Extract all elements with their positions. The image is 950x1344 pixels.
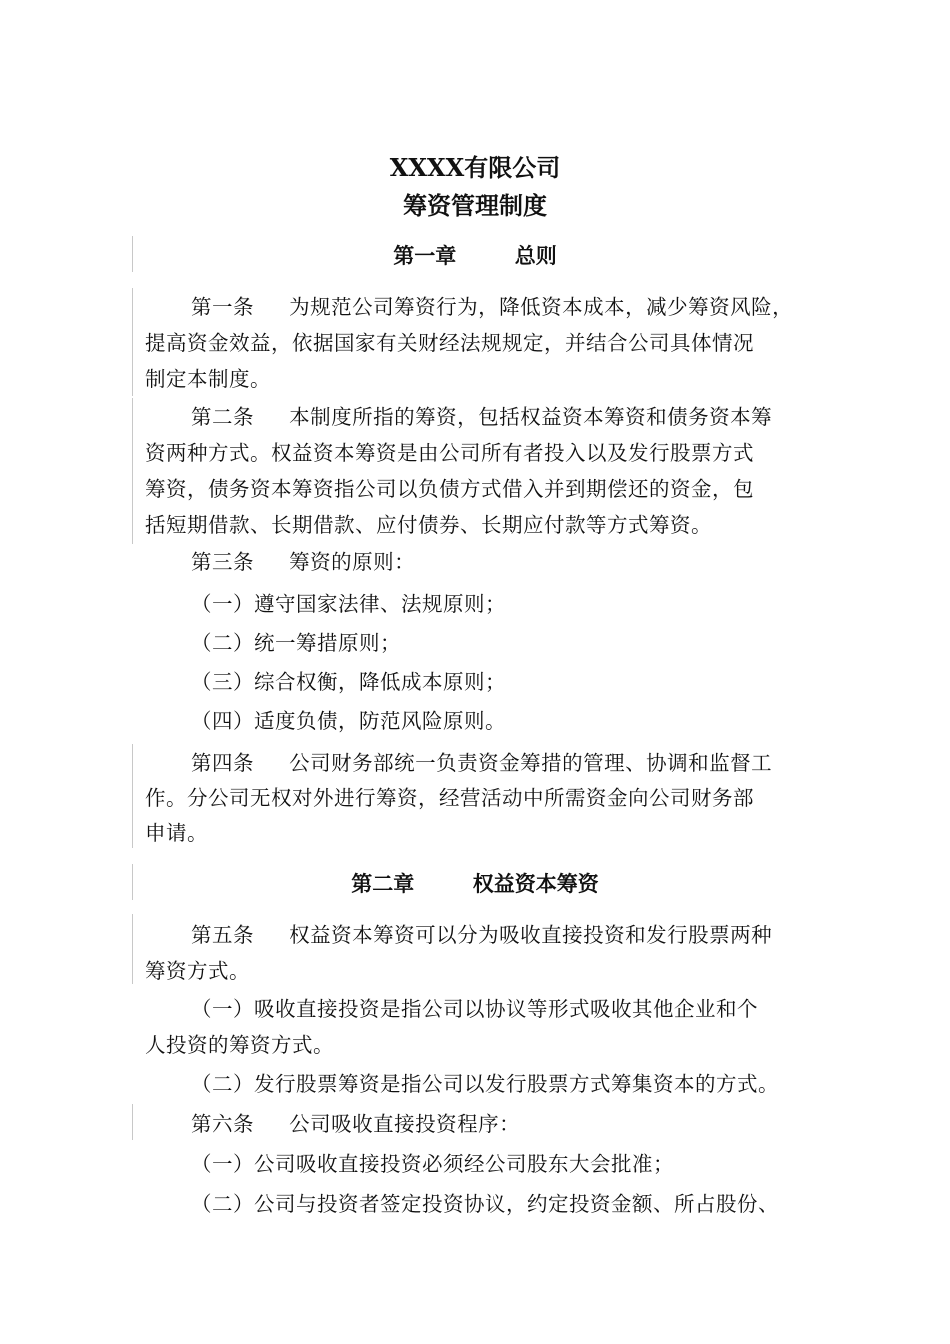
article-6-item: （二）公司与投资者签定投资协议，约定投资金额、所占股份、: [191, 1192, 779, 1216]
document-title: 筹资管理制度: [403, 191, 547, 220]
article-3-line: 第三条 筹资的原则：: [191, 550, 416, 574]
article-3-item: （二）统一筹措原则；: [191, 631, 401, 655]
change-bar: [132, 398, 133, 544]
article-3-item: （一）遵守国家法律、法规原则；: [191, 592, 506, 616]
chapter-1-heading: 第一章 总则: [393, 243, 557, 268]
article-2-line: 资两种方式。权益资本筹资是由公司所有者投入以及发行股票方式: [145, 441, 754, 465]
change-bar: [132, 288, 133, 396]
article-4-line: 作。分公司无权对外进行筹资，经营活动中所需资金向公司财务部: [145, 786, 754, 810]
article-4-line: 申请。: [145, 821, 208, 845]
company-title: XXXX有限公司: [389, 153, 561, 182]
change-bar: [132, 914, 133, 984]
article-5-item: 人投资的筹资方式。: [145, 1033, 334, 1057]
article-6-item: （一）公司吸收直接投资必须经公司股东大会批准；: [191, 1152, 674, 1176]
article-5-item: （二）发行股票筹资是指公司以发行股票方式筹集资本的方式。: [191, 1072, 779, 1096]
change-bar: [132, 1104, 133, 1140]
article-2-line: 筹资，债务资本筹资指公司以负债方式借入并到期偿还的资金，包: [145, 477, 754, 501]
article-5-line: 第五条 权益资本筹资可以分为吸收直接投资和发行股票两种: [191, 923, 773, 947]
article-3-item: （四）适度负债，防范风险原则。: [191, 709, 506, 733]
article-5-item: （一）吸收直接投资是指公司以协议等形式吸收其他企业和个: [191, 997, 758, 1021]
change-bar: [132, 744, 133, 848]
article-1-line: 制定本制度。: [145, 367, 271, 391]
article-1-line: 提高资金效益，依据国家有关财经法规规定，并结合公司具体情况: [145, 331, 754, 355]
article-1-line: 第一条 为规范公司筹资行为，降低资本成本，减少筹资风险，: [191, 295, 794, 319]
article-5-line: 筹资方式。: [145, 959, 250, 983]
article-3-item: （三）综合权衡，降低成本原则；: [191, 670, 506, 694]
article-2-line: 第二条 本制度所指的筹资，包括权益资本筹资和债务资本筹: [191, 405, 773, 429]
article-2-line: 括短期借款、长期借款、应付债券、长期应付款等方式筹资。: [145, 513, 712, 537]
article-6-line: 第六条 公司吸收直接投资程序：: [191, 1112, 521, 1136]
article-4-line: 第四条 公司财务部统一负责资金筹措的管理、协调和监督工: [191, 751, 773, 775]
chapter-2-heading: 第二章 权益资本筹资: [351, 871, 599, 896]
